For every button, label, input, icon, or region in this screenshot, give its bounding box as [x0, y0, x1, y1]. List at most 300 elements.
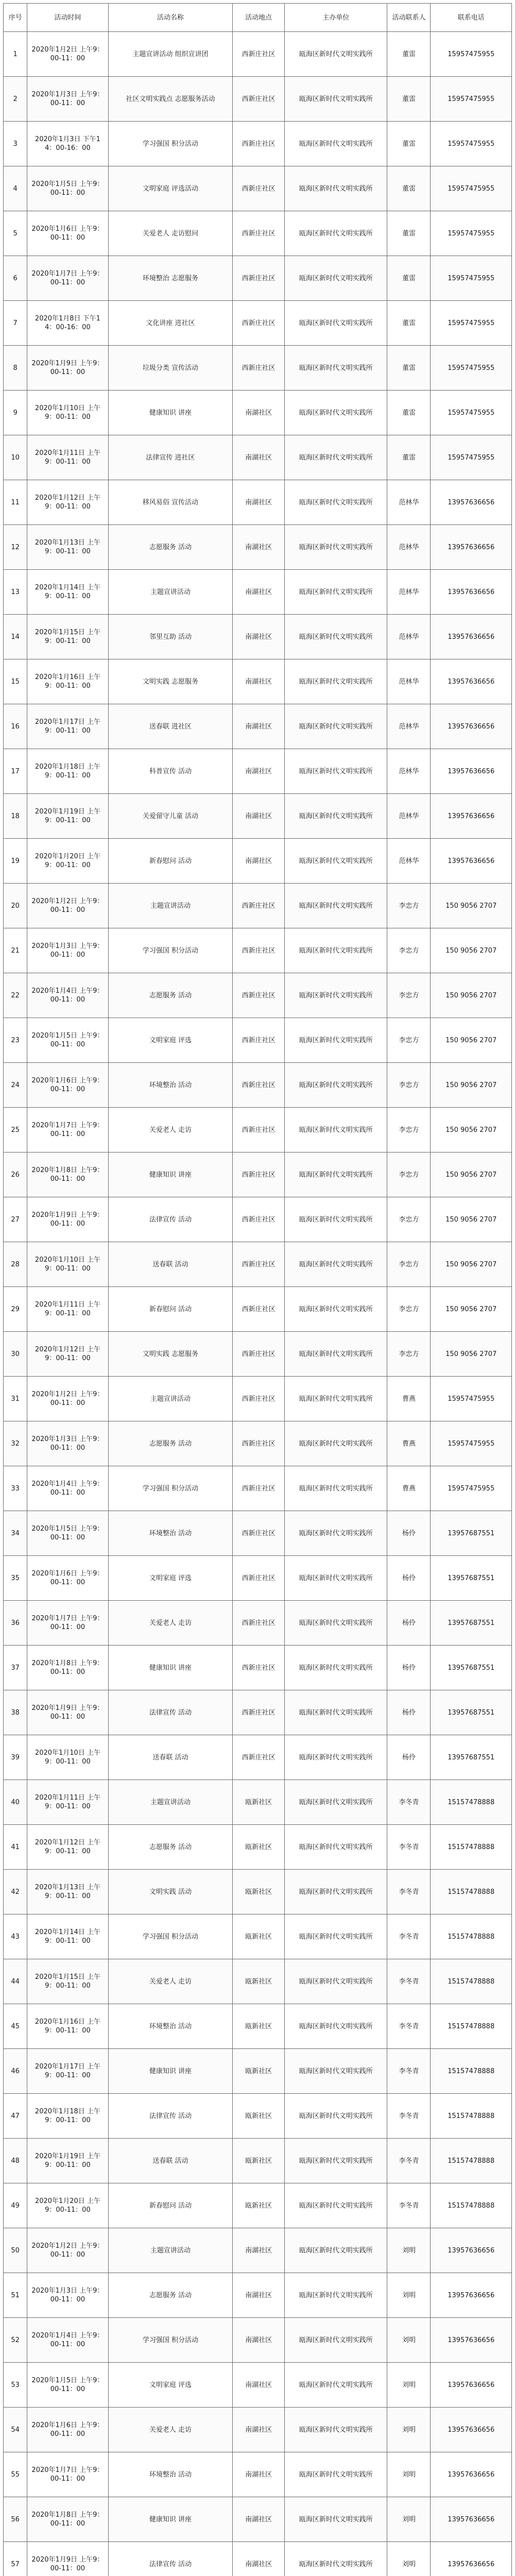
cell-activity-name: 文化讲座 进社区 [108, 301, 232, 346]
cell-contact-person: 董雷 [387, 166, 431, 211]
cell-activity-location: 南湖社区 [233, 2228, 285, 2273]
cell-organizer: 瓯海区新时代文明实践所 [284, 570, 387, 615]
cell-activity-location: 瓯新社区 [233, 2049, 285, 2094]
cell-serial-number: 49 [4, 2183, 27, 2228]
cell-serial-number: 19 [4, 839, 27, 884]
cell-serial-number: 6 [4, 256, 27, 301]
cell-contact-phone: 13957687551 [431, 1735, 512, 1780]
cell-activity-time: 2020年1月8日 下午14：00-16：00 [27, 301, 109, 346]
cell-contact-phone: 15157478888 [431, 2049, 512, 2094]
cell-contact-person: 董雷 [387, 435, 431, 480]
cell-activity-location: 西新庄社区 [233, 1287, 285, 1332]
cell-activity-name: 主题宣讲活动 [108, 1780, 232, 1825]
cell-activity-name: 健康知识 讲座 [108, 2049, 232, 2094]
cell-organizer: 瓯海区新时代文明实践所 [284, 794, 387, 839]
table-row [4, 1870, 512, 1914]
cell-activity-time: 2020年1月3日 上午9：00-11：00 [27, 2273, 109, 2318]
cell-activity-time: 2020年1月5日 上午9：00-11：00 [27, 1511, 109, 1556]
cell-activity-name: 社区文明实践点 志愿服务活动 [108, 77, 232, 122]
cell-activity-time: 2020年1月17日 上午9：00-11：00 [27, 2049, 109, 2094]
cell-contact-phone: 15957475955 [431, 77, 512, 122]
table-row [4, 615, 512, 659]
cell-activity-time: 2020年1月4日 上午9：00-11：00 [27, 2318, 109, 2363]
cell-activity-location: 南湖社区 [233, 570, 285, 615]
cell-contact-person: 董雷 [387, 346, 431, 391]
table-row [4, 1959, 512, 2004]
cell-organizer: 瓯海区新时代文明实践所 [284, 1063, 387, 1108]
cell-contact-phone: 15957475955 [431, 301, 512, 346]
cell-activity-name: 志愿服务 活动 [108, 973, 232, 1018]
cell-activity-location: 瓯新社区 [233, 1914, 285, 1959]
header-organizer: 主办单位 [284, 4, 387, 32]
cell-activity-time: 2020年1月10日 上午9：00-11：00 [27, 1735, 109, 1780]
cell-serial-number: 29 [4, 1287, 27, 1332]
cell-serial-number: 2 [4, 77, 27, 122]
cell-contact-phone: 150 9056 2707 [431, 1153, 512, 1197]
table-row [4, 2049, 512, 2094]
cell-contact-phone: 13957636656 [431, 659, 512, 704]
cell-activity-name: 法律宣传 活动 [108, 1197, 232, 1242]
cell-activity-time: 2020年1月4日 上午9：00-11：00 [27, 1466, 109, 1511]
table-row [4, 884, 512, 928]
cell-contact-person: 董雷 [387, 301, 431, 346]
cell-contact-person: 范林华 [387, 749, 431, 794]
cell-serial-number: 30 [4, 1332, 27, 1377]
cell-contact-person: 李冬青 [387, 1780, 431, 1825]
header-activity-time: 活动时间 [27, 4, 109, 32]
cell-activity-name: 健康知识 讲座 [108, 1646, 232, 1690]
cell-activity-time: 2020年1月14日 上午9：00-11：00 [27, 1914, 109, 1959]
header-contact-phone: 联系电话 [431, 4, 512, 32]
cell-activity-time: 2020年1月11日 上午9：00-11：00 [27, 1780, 109, 1825]
cell-contact-phone: 150 9056 2707 [431, 973, 512, 1018]
table-body [4, 32, 512, 2576]
cell-activity-location: 南湖社区 [233, 2452, 285, 2497]
cell-activity-location: 西新庄社区 [233, 32, 285, 77]
cell-serial-number: 53 [4, 2363, 27, 2408]
cell-activity-location: 西新庄社区 [233, 1466, 285, 1511]
table-row [4, 391, 512, 435]
cell-contact-person: 范林华 [387, 480, 431, 525]
cell-contact-phone: 13957687551 [431, 1646, 512, 1690]
cell-contact-phone: 13957687551 [431, 1511, 512, 1556]
cell-contact-phone: 15957475955 [431, 391, 512, 435]
cell-activity-location: 西新庄社区 [233, 884, 285, 928]
cell-activity-name: 学习强国 积分活动 [108, 2318, 232, 2363]
cell-activity-name: 学习强国 积分活动 [108, 122, 232, 166]
table-row [4, 1332, 512, 1377]
table-row [4, 2094, 512, 2139]
cell-contact-person: 李冬青 [387, 2049, 431, 2094]
table-row [4, 2273, 512, 2318]
cell-serial-number: 57 [4, 2542, 27, 2576]
cell-serial-number: 3 [4, 122, 27, 166]
cell-contact-phone: 15157478888 [431, 1959, 512, 2004]
activity-table [3, 3, 512, 2576]
cell-activity-location: 西新庄社区 [233, 1735, 285, 1780]
cell-activity-location: 南湖社区 [233, 839, 285, 884]
cell-contact-person: 李忠方 [387, 1063, 431, 1108]
table-row [4, 973, 512, 1018]
cell-organizer: 瓯海区新时代文明实践所 [284, 1601, 387, 1646]
cell-activity-time: 2020年1月3日 上午9：00-11：00 [27, 77, 109, 122]
cell-contact-person: 李忠方 [387, 928, 431, 973]
cell-activity-name: 主题宣讲活动 组织宣讲团 [108, 32, 232, 77]
cell-activity-location: 南湖社区 [233, 435, 285, 480]
cell-contact-phone: 150 9056 2707 [431, 928, 512, 973]
cell-serial-number: 38 [4, 1690, 27, 1735]
cell-activity-time: 2020年1月18日 上午9：00-11：00 [27, 2094, 109, 2139]
cell-activity-time: 2020年1月14日 上午9：00-11：00 [27, 570, 109, 615]
cell-activity-name: 文明家庭 评选活动 [108, 166, 232, 211]
cell-serial-number: 43 [4, 1914, 27, 1959]
cell-activity-name: 关爱老人 走访 [108, 1959, 232, 2004]
cell-activity-time: 2020年1月9日 上午9：00-11：00 [27, 2542, 109, 2576]
cell-contact-person: 杨伶 [387, 1511, 431, 1556]
cell-contact-phone: 150 9056 2707 [431, 1242, 512, 1287]
cell-contact-person: 李忠方 [387, 1287, 431, 1332]
cell-organizer: 瓯海区新时代文明实践所 [284, 1959, 387, 2004]
cell-organizer: 瓯海区新时代文明实践所 [284, 1421, 387, 1466]
table-row [4, 2318, 512, 2363]
table-row [4, 1556, 512, 1601]
cell-serial-number: 25 [4, 1108, 27, 1153]
cell-activity-time: 2020年1月19日 上午9：00-11：00 [27, 794, 109, 839]
cell-serial-number: 33 [4, 1466, 27, 1511]
cell-serial-number: 13 [4, 570, 27, 615]
cell-serial-number: 54 [4, 2408, 27, 2452]
cell-activity-time: 2020年1月9日 上午9：00-11：00 [27, 346, 109, 391]
cell-activity-name: 文明实践 活动 [108, 1870, 232, 1914]
cell-activity-time: 2020年1月5日 上午9：00-11：00 [27, 166, 109, 211]
cell-organizer: 瓯海区新时代文明实践所 [284, 2408, 387, 2452]
cell-activity-location: 南湖社区 [233, 615, 285, 659]
cell-activity-time: 2020年1月16日 上午9：00-11：00 [27, 659, 109, 704]
cell-contact-person: 曹燕 [387, 1421, 431, 1466]
cell-organizer: 瓯海区新时代文明实践所 [284, 2049, 387, 2094]
cell-activity-time: 2020年1月3日 下午14：00-16：00 [27, 122, 109, 166]
cell-organizer: 瓯海区新时代文明实践所 [284, 122, 387, 166]
cell-organizer: 瓯海区新时代文明实践所 [284, 1332, 387, 1377]
cell-contact-person: 董雷 [387, 32, 431, 77]
cell-serial-number: 50 [4, 2228, 27, 2273]
cell-organizer: 瓯海区新时代文明实践所 [284, 346, 387, 391]
cell-activity-location: 西新庄社区 [233, 1063, 285, 1108]
cell-activity-name: 志愿服务 活动 [108, 525, 232, 570]
cell-contact-phone: 13957636656 [431, 2497, 512, 2542]
cell-activity-time: 2020年1月5日 上午9：00-11：00 [27, 1018, 109, 1063]
cell-activity-location: 西新庄社区 [233, 346, 285, 391]
cell-organizer: 瓯海区新时代文明实践所 [284, 32, 387, 77]
cell-activity-name: 环境整治 活动 [108, 1063, 232, 1108]
cell-activity-time: 2020年1月18日 上午9：00-11：00 [27, 749, 109, 794]
cell-contact-person: 杨伶 [387, 1556, 431, 1601]
cell-activity-location: 西新庄社区 [233, 1601, 285, 1646]
table-row [4, 1063, 512, 1108]
table-row [4, 480, 512, 525]
cell-contact-person: 李冬青 [387, 2183, 431, 2228]
table-row [4, 794, 512, 839]
cell-organizer: 瓯海区新时代文明实践所 [284, 973, 387, 1018]
cell-activity-name: 送春联 活动 [108, 2139, 232, 2183]
cell-serial-number: 20 [4, 884, 27, 928]
cell-activity-location: 瓯新社区 [233, 1959, 285, 2004]
table-row [4, 166, 512, 211]
cell-organizer: 瓯海区新时代文明实践所 [284, 2004, 387, 2049]
cell-serial-number: 40 [4, 1780, 27, 1825]
cell-activity-location: 瓯新社区 [233, 2183, 285, 2228]
cell-serial-number: 48 [4, 2139, 27, 2183]
cell-contact-phone: 150 9056 2707 [431, 1287, 512, 1332]
cell-organizer: 瓯海区新时代文明实践所 [284, 1466, 387, 1511]
table-row [4, 256, 512, 301]
cell-organizer: 瓯海区新时代文明实践所 [284, 1556, 387, 1601]
cell-contact-phone: 13957636656 [431, 794, 512, 839]
cell-activity-location: 西新庄社区 [233, 1242, 285, 1287]
cell-contact-phone: 13957636656 [431, 525, 512, 570]
cell-contact-person: 刘明 [387, 2228, 431, 2273]
cell-activity-location: 西新庄社区 [233, 1377, 285, 1421]
cell-activity-location: 瓯新社区 [233, 1825, 285, 1870]
cell-activity-name: 邻里互助 活动 [108, 615, 232, 659]
cell-activity-time: 2020年1月10日 上午9：00-11：00 [27, 391, 109, 435]
cell-organizer: 瓯海区新时代文明实践所 [284, 1870, 387, 1914]
cell-contact-phone: 13957636656 [431, 2363, 512, 2408]
cell-activity-name: 移风易俗 宣传活动 [108, 480, 232, 525]
cell-serial-number: 27 [4, 1197, 27, 1242]
table-row [4, 346, 512, 391]
header-serial-number: 序号 [4, 4, 27, 32]
cell-activity-location: 瓯新社区 [233, 1780, 285, 1825]
table-row [4, 1466, 512, 1511]
cell-activity-time: 2020年1月9日 上午9：00-11：00 [27, 1690, 109, 1735]
cell-activity-location: 西新庄社区 [233, 122, 285, 166]
cell-contact-person: 刘明 [387, 2452, 431, 2497]
cell-serial-number: 44 [4, 1959, 27, 2004]
cell-activity-location: 西新庄社区 [233, 1556, 285, 1601]
cell-serial-number: 7 [4, 301, 27, 346]
cell-contact-person: 杨伶 [387, 1690, 431, 1735]
cell-activity-name: 法律宣传 进社区 [108, 435, 232, 480]
cell-contact-person: 董雷 [387, 391, 431, 435]
cell-activity-name: 健康知识 讲座 [108, 391, 232, 435]
cell-organizer: 瓯海区新时代文明实践所 [284, 2228, 387, 2273]
cell-activity-name: 环境整治 活动 [108, 1511, 232, 1556]
cell-organizer: 瓯海区新时代文明实践所 [284, 1646, 387, 1690]
cell-contact-person: 李冬青 [387, 2094, 431, 2139]
cell-activity-location: 西新庄社区 [233, 256, 285, 301]
cell-activity-location: 南湖社区 [233, 391, 285, 435]
table-row [4, 1242, 512, 1287]
table-row [4, 1153, 512, 1197]
cell-contact-person: 董雷 [387, 122, 431, 166]
cell-activity-location: 南湖社区 [233, 2363, 285, 2408]
cell-contact-phone: 150 9056 2707 [431, 1108, 512, 1153]
cell-contact-phone: 15157478888 [431, 1870, 512, 1914]
cell-activity-name: 关爱老人 走访 [108, 1108, 232, 1153]
cell-activity-name: 关爱老人 走访 [108, 2408, 232, 2452]
cell-activity-location: 西新庄社区 [233, 1018, 285, 1063]
cell-organizer: 瓯海区新时代文明实践所 [284, 1780, 387, 1825]
cell-serial-number: 51 [4, 2273, 27, 2318]
cell-activity-location: 西新庄社区 [233, 1108, 285, 1153]
cell-organizer: 瓯海区新时代文明实践所 [284, 1287, 387, 1332]
cell-activity-time: 2020年1月19日 上午9：00-11：00 [27, 2139, 109, 2183]
cell-organizer: 瓯海区新时代文明实践所 [284, 480, 387, 525]
cell-activity-time: 2020年1月3日 上午9：00-11：00 [27, 928, 109, 973]
cell-activity-time: 2020年1月7日 上午9：00-11：00 [27, 2452, 109, 2497]
cell-organizer: 瓯海区新时代文明实践所 [284, 704, 387, 749]
cell-contact-person: 李忠方 [387, 1197, 431, 1242]
cell-serial-number: 18 [4, 794, 27, 839]
cell-activity-time: 2020年1月17日 上午9：00-11：00 [27, 704, 109, 749]
cell-contact-person: 杨伶 [387, 1601, 431, 1646]
cell-organizer: 瓯海区新时代文明实践所 [284, 1825, 387, 1870]
cell-serial-number: 12 [4, 525, 27, 570]
cell-organizer: 瓯海区新时代文明实践所 [284, 2094, 387, 2139]
cell-organizer: 瓯海区新时代文明实践所 [284, 2273, 387, 2318]
cell-organizer: 瓯海区新时代文明实践所 [284, 77, 387, 122]
cell-serial-number: 15 [4, 659, 27, 704]
cell-serial-number: 5 [4, 211, 27, 256]
cell-activity-name: 文明家庭 评选 [108, 1018, 232, 1063]
header-activity-location: 活动地点 [233, 4, 285, 32]
cell-activity-location: 西新庄社区 [233, 211, 285, 256]
cell-contact-person: 刘明 [387, 2542, 431, 2576]
cell-contact-phone: 15157478888 [431, 1914, 512, 1959]
cell-contact-person: 董雷 [387, 256, 431, 301]
cell-organizer: 瓯海区新时代文明实践所 [284, 1377, 387, 1421]
cell-activity-time: 2020年1月7日 上午9：00-11：00 [27, 1108, 109, 1153]
table-row [4, 1018, 512, 1063]
cell-activity-time: 2020年1月8日 上午9：00-11：00 [27, 1646, 109, 1690]
cell-contact-person: 曹燕 [387, 1377, 431, 1421]
cell-contact-phone: 13957636656 [431, 839, 512, 884]
header-activity-name: 活动名称 [108, 4, 232, 32]
cell-activity-time: 2020年1月9日 上午9：00-11：00 [27, 1197, 109, 1242]
table-row [4, 1780, 512, 1825]
cell-activity-name: 志愿服务 活动 [108, 2273, 232, 2318]
cell-activity-location: 瓯新社区 [233, 1870, 285, 1914]
cell-contact-phone: 15957475955 [431, 32, 512, 77]
activity-schedule [3, 3, 512, 2576]
cell-contact-person: 李冬青 [387, 1914, 431, 1959]
cell-contact-person: 李冬青 [387, 1825, 431, 1870]
cell-activity-time: 2020年1月2日 上午9：00-11：00 [27, 32, 109, 77]
cell-contact-person: 范林华 [387, 704, 431, 749]
cell-activity-time: 2020年1月20日 上午9：00-11：00 [27, 2183, 109, 2228]
cell-serial-number: 32 [4, 1421, 27, 1466]
cell-organizer: 瓯海区新时代文明实践所 [284, 1511, 387, 1556]
cell-contact-phone: 150 9056 2707 [431, 1197, 512, 1242]
table-row [4, 2183, 512, 2228]
cell-contact-phone: 13957636656 [431, 2273, 512, 2318]
cell-contact-person: 李忠方 [387, 1332, 431, 1377]
cell-activity-time: 2020年1月6日 上午9：00-11：00 [27, 1556, 109, 1601]
cell-organizer: 瓯海区新时代文明实践所 [284, 2452, 387, 2497]
cell-activity-location: 南湖社区 [233, 2408, 285, 2452]
cell-contact-phone: 15957475955 [431, 166, 512, 211]
cell-contact-phone: 15157478888 [431, 1825, 512, 1870]
cell-activity-time: 2020年1月12日 上午9：00-11：00 [27, 1332, 109, 1377]
cell-contact-phone: 15957475955 [431, 435, 512, 480]
cell-activity-location: 西新庄社区 [233, 301, 285, 346]
cell-activity-time: 2020年1月6日 上午9：00-11：00 [27, 2408, 109, 2452]
cell-serial-number: 23 [4, 1018, 27, 1063]
table-row [4, 1825, 512, 1870]
cell-serial-number: 10 [4, 435, 27, 480]
cell-activity-location: 南湖社区 [233, 525, 285, 570]
cell-activity-name: 环境整治 志愿服务 [108, 256, 232, 301]
cell-contact-phone: 13957636656 [431, 2318, 512, 2363]
cell-contact-phone: 15157478888 [431, 1780, 512, 1825]
cell-contact-person: 李冬青 [387, 1959, 431, 2004]
cell-activity-time: 2020年1月6日 上午9：00-11：00 [27, 211, 109, 256]
cell-activity-time: 2020年1月13日 上午9：00-11：00 [27, 525, 109, 570]
cell-organizer: 瓯海区新时代文明实践所 [284, 839, 387, 884]
cell-organizer: 瓯海区新时代文明实践所 [284, 1018, 387, 1063]
cell-organizer: 瓯海区新时代文明实践所 [284, 2139, 387, 2183]
cell-activity-name: 送春联 活动 [108, 1735, 232, 1780]
cell-activity-name: 新春慰问 活动 [108, 2183, 232, 2228]
cell-activity-location: 瓯新社区 [233, 2004, 285, 2049]
cell-contact-phone: 150 9056 2707 [431, 1332, 512, 1377]
cell-activity-name: 新春慰问 活动 [108, 839, 232, 884]
cell-organizer: 瓯海区新时代文明实践所 [284, 1153, 387, 1197]
cell-activity-time: 2020年1月10日 上午9：00-11：00 [27, 1242, 109, 1287]
cell-activity-time: 2020年1月12日 上午9：00-11：00 [27, 1825, 109, 1870]
cell-serial-number: 55 [4, 2452, 27, 2497]
cell-activity-location: 南湖社区 [233, 480, 285, 525]
cell-activity-name: 关爱老人 走访 [108, 1601, 232, 1646]
cell-activity-name: 关爱留守儿童 活动 [108, 794, 232, 839]
cell-organizer: 瓯海区新时代文明实践所 [284, 2497, 387, 2542]
cell-contact-person: 李忠方 [387, 1018, 431, 1063]
cell-organizer: 瓯海区新时代文明实践所 [284, 749, 387, 794]
cell-serial-number: 56 [4, 2497, 27, 2542]
cell-contact-person: 范林华 [387, 659, 431, 704]
cell-contact-phone: 15957475955 [431, 1466, 512, 1511]
cell-activity-name: 学习强国 积分活动 [108, 928, 232, 973]
cell-contact-phone: 13957636656 [431, 615, 512, 659]
cell-contact-person: 范林华 [387, 615, 431, 659]
cell-activity-name: 主题宣讲活动 [108, 884, 232, 928]
table-row [4, 525, 512, 570]
cell-activity-location: 西新庄社区 [233, 166, 285, 211]
cell-activity-name: 主题宣讲活动 [108, 2228, 232, 2273]
cell-serial-number: 14 [4, 615, 27, 659]
cell-serial-number: 9 [4, 391, 27, 435]
cell-contact-person: 李忠方 [387, 884, 431, 928]
cell-activity-location: 南湖社区 [233, 2318, 285, 2363]
cell-serial-number: 39 [4, 1735, 27, 1780]
cell-activity-location: 西新庄社区 [233, 77, 285, 122]
cell-activity-time: 2020年1月15日 上午9：00-11：00 [27, 1959, 109, 2004]
cell-activity-time: 2020年1月4日 上午9：00-11：00 [27, 973, 109, 1018]
cell-activity-name: 法律宣传 活动 [108, 2542, 232, 2576]
cell-activity-name: 志愿服务 活动 [108, 1825, 232, 1870]
cell-contact-phone: 13957687551 [431, 1601, 512, 1646]
cell-activity-time: 2020年1月20日 上午9：00-11：00 [27, 839, 109, 884]
cell-contact-phone: 13957636656 [431, 480, 512, 525]
table-row [4, 2452, 512, 2497]
cell-contact-person: 刘明 [387, 2273, 431, 2318]
cell-contact-person: 刘明 [387, 2318, 431, 2363]
table-header-row [4, 4, 512, 32]
cell-contact-person: 刘明 [387, 2497, 431, 2542]
cell-activity-time: 2020年1月2日 上午9：00-11：00 [27, 884, 109, 928]
cell-contact-person: 李冬青 [387, 1870, 431, 1914]
